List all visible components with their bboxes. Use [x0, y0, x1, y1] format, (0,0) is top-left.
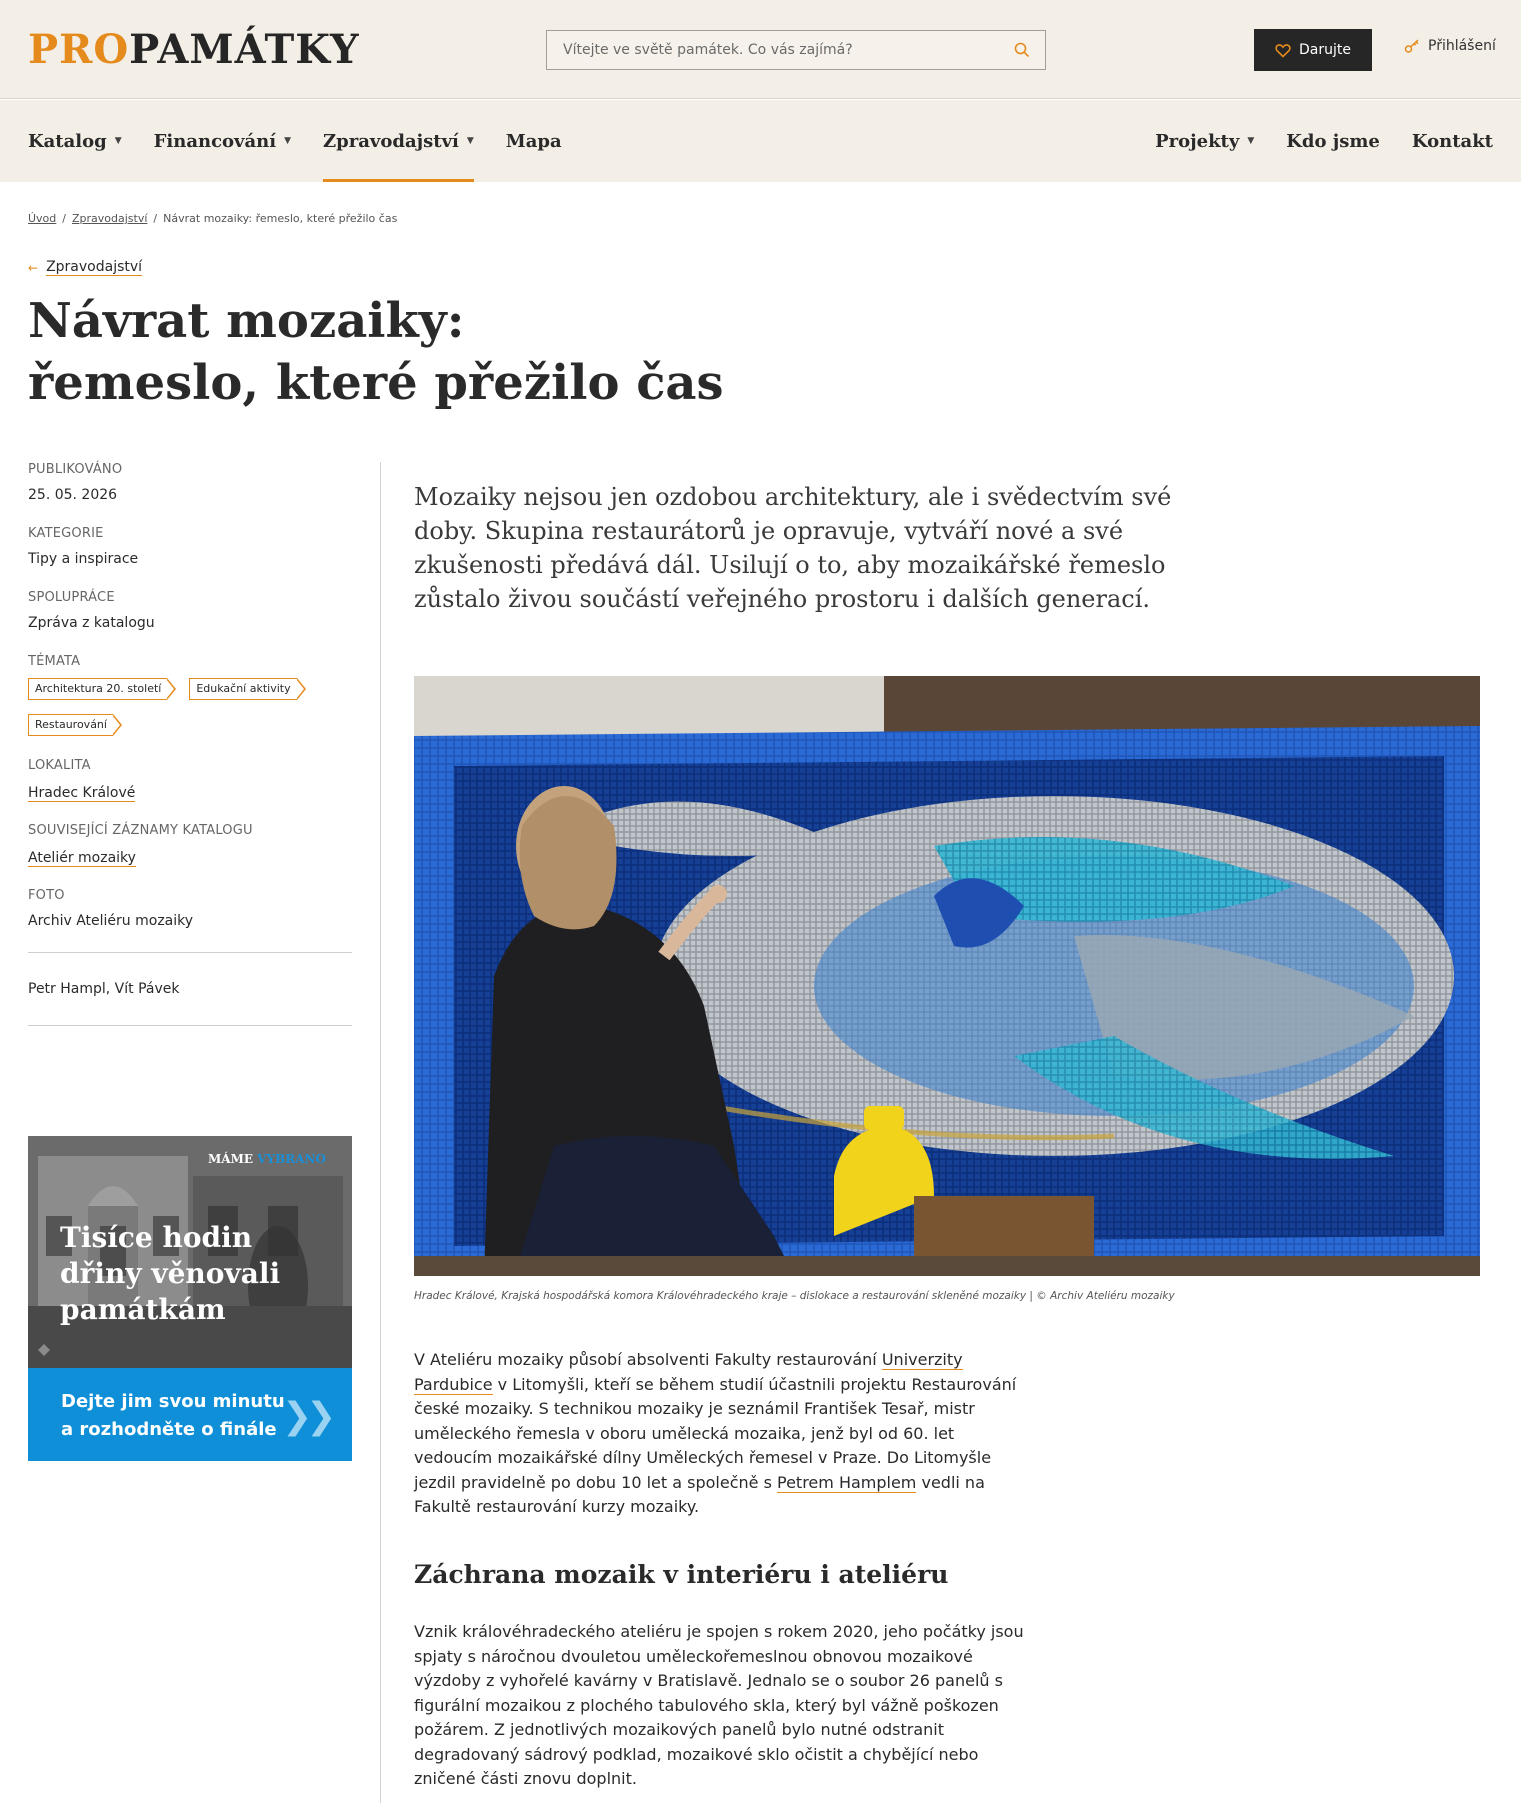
meta-value: Zpráva z katalogu	[28, 615, 155, 631]
article-lead: Mozaiky nejsou jen ozdobou architektury, ale i svědectvím své doby. Skupina restaurátorů je opravuje, vytváří nové a své zkušenosti předává dál. Usilují o to, aby mozaikářské řemeslo zůstalo živou součástí veřejného prostoru i dalších generací.	[414, 483, 1172, 613]
article-paragraph-1	[414, 1348, 1024, 1520]
promo-banner[interactable]	[28, 1136, 352, 1461]
top-header	[0, 0, 1521, 99]
nav-label: Financování	[153, 130, 277, 152]
article-paragraph-2: Vznik královéhradeckého ateliéru je spojen s rokem 2020, jeho počátky jsou spjaty s náročnou dvouletou uměleckořemeslnou obnovou mozaikové výzdoby z vyhořelé kavárny v Bratislavě. Jednalo se o soubor 26 panelů s figurální mozaikou z plochého tabulového skla, který byl vážně poškozen požárem. Z jednotlivých mozaikových panelů bylo nutné odstranit degradovaný sádrový podklad, mozaikové sklo očistit a chybějící nebo zničené části znovu doplnit.	[414, 1622, 1024, 1788]
caret-down-icon: ▼	[466, 136, 474, 146]
meta-topics	[28, 654, 352, 736]
topic-tags	[28, 678, 328, 736]
breadcrumb-separator: /	[62, 212, 66, 225]
paragraph-text: v Litomyšli, kteří se během studií účastnili projektu Restaurování české mozaiky. S technikou mozaiky je seznámil František Tesař, mistr uměleckého řemesla v oboru umělecká mozaika, jenž byl od 60. let vedoucím mozaikářské dílny Uměleckých řemesel v Praze. Do Litomyšle jezdil pravidelně po dobu 10 let a společně s	[414, 1374, 1017, 1492]
article-authors: Petr Hampl, Vít Pávek	[28, 952, 352, 1026]
caret-down-icon: ▼	[1247, 136, 1255, 146]
caret-down-icon: ▼	[114, 136, 122, 146]
meta-label: FOTO	[28, 888, 65, 903]
meta-label: LOKALITA	[28, 758, 91, 773]
meta-label: KATEGORIE	[28, 526, 104, 541]
promo-photo	[28, 1136, 352, 1368]
nav-projekty[interactable]	[1155, 100, 1254, 182]
key-icon	[1404, 38, 1422, 54]
donate-button[interactable]	[1254, 29, 1372, 71]
link-univerzity-pardubice[interactable]: Univerzity Pardubice	[414, 1350, 963, 1394]
meta-photo	[28, 888, 352, 930]
nav-kdo-jsme[interactable]	[1286, 100, 1380, 182]
meta-label: SOUVISEJÍCÍ ZÁZNAMY KATALOGU	[28, 823, 253, 838]
nav-zpravodajstvi[interactable]	[323, 100, 474, 182]
meta-label: TÉMATA	[28, 654, 81, 669]
heart-icon	[1275, 43, 1291, 58]
search-box	[546, 30, 1046, 70]
topic-tag[interactable]: Restaurování	[28, 714, 113, 736]
breadcrumb-separator: /	[153, 212, 158, 225]
meta-value: 25. 05. 2026	[28, 487, 118, 503]
meta-value: Archiv Ateliéru mozaiky	[28, 913, 194, 929]
donate-label: Darujte	[1299, 42, 1351, 58]
nav-financovani[interactable]	[154, 100, 291, 182]
meta-value: Tipy a inspirace	[28, 551, 139, 567]
meta-label: PUBLIKOVÁNO	[28, 462, 123, 477]
mosaic-restoration-photo	[414, 676, 1480, 1276]
breadcrumb-current: Návrat mozaiky: řemeslo, které přežilo čas	[163, 212, 398, 225]
article-photo[interactable]	[414, 676, 1480, 1276]
breadcrumb-home[interactable]: Úvod	[28, 212, 57, 225]
meta-category	[28, 526, 352, 568]
breadcrumb-section[interactable]: Zpravodajství	[72, 212, 148, 225]
photo-caption: Hradec Králové, Krajská hospodářská komora Královéhradeckého kraje – dislokace a restaurování skleněné mozaiky | © Archiv Ateliéru mozaiky	[414, 1290, 1175, 1302]
nav-label: Kdo jsme	[1286, 130, 1380, 152]
topic-tag[interactable]: Architektura 20. století	[28, 678, 167, 700]
nav-kontakt[interactable]	[1412, 100, 1493, 182]
back-link[interactable]	[28, 259, 142, 276]
related-record-link[interactable]: Ateliér mozaiky	[28, 850, 136, 866]
paragraph-text: V Ateliéru mozaiky působí absolventi Fakulty restaurování	[414, 1350, 882, 1369]
meta-label: SPOLUPRÁCE	[28, 590, 115, 605]
login-label: Přihlášení	[1428, 38, 1496, 54]
main-nav	[0, 100, 1521, 182]
meta-related	[28, 823, 352, 866]
nav-katalog[interactable]	[28, 100, 122, 182]
promo-badge-b: VYBRANO	[257, 1152, 326, 1166]
meta-location	[28, 758, 352, 801]
page-title	[28, 290, 928, 414]
nav-label: Mapa	[505, 130, 562, 152]
nav-label: Projekty	[1155, 130, 1240, 152]
login-link[interactable]	[1404, 38, 1496, 54]
paragraph-text: vedli na Fakultě restaurování kurzy mozaiky.	[414, 1472, 985, 1516]
caret-down-icon: ▼	[284, 136, 292, 146]
promo-badge-a: MÁME	[208, 1152, 254, 1166]
meta-collaboration	[28, 590, 352, 632]
title-line-2: řemeslo, které přežilo čas	[28, 355, 724, 411]
topic-tag[interactable]: Edukační aktivity	[189, 678, 296, 700]
nav-label: Zpravodajství	[323, 130, 459, 152]
logo-pro: PRO	[28, 26, 130, 73]
promo-cta-text: Dejte jim svou minutu a rozhodněte o finále	[61, 1391, 285, 1440]
article-meta-sidebar	[28, 462, 352, 1026]
promo-badge	[208, 1152, 326, 1166]
column-divider	[380, 462, 381, 1803]
location-link[interactable]: Hradec Králové	[28, 785, 136, 801]
promo-title: Tisíce hodin dřiny věnovali památkám	[60, 1221, 281, 1326]
title-line-1: Návrat mozaiky:	[28, 293, 465, 349]
search-input[interactable]	[547, 31, 997, 69]
promo-cta[interactable]	[28, 1368, 352, 1461]
arrow-left-icon: ←	[28, 260, 39, 275]
meta-published	[28, 462, 352, 504]
section-heading: Záchrana mozaik v interiéru i ateliéru	[414, 1560, 949, 1589]
search-icon[interactable]	[1013, 41, 1031, 59]
nav-mapa[interactable]	[506, 100, 562, 182]
link-petrem-hamplem[interactable]: Petrem Hamplem	[777, 1472, 917, 1492]
logo-pamatky: PAMÁTKY	[129, 26, 360, 73]
site-logo[interactable]	[28, 26, 360, 74]
double-chevron-right-icon: ❯❯	[282, 1396, 331, 1437]
breadcrumb	[28, 212, 397, 225]
back-link-label: Zpravodajství	[46, 259, 143, 275]
nav-label: Katalog	[28, 130, 107, 152]
nav-label: Kontakt	[1411, 130, 1493, 152]
